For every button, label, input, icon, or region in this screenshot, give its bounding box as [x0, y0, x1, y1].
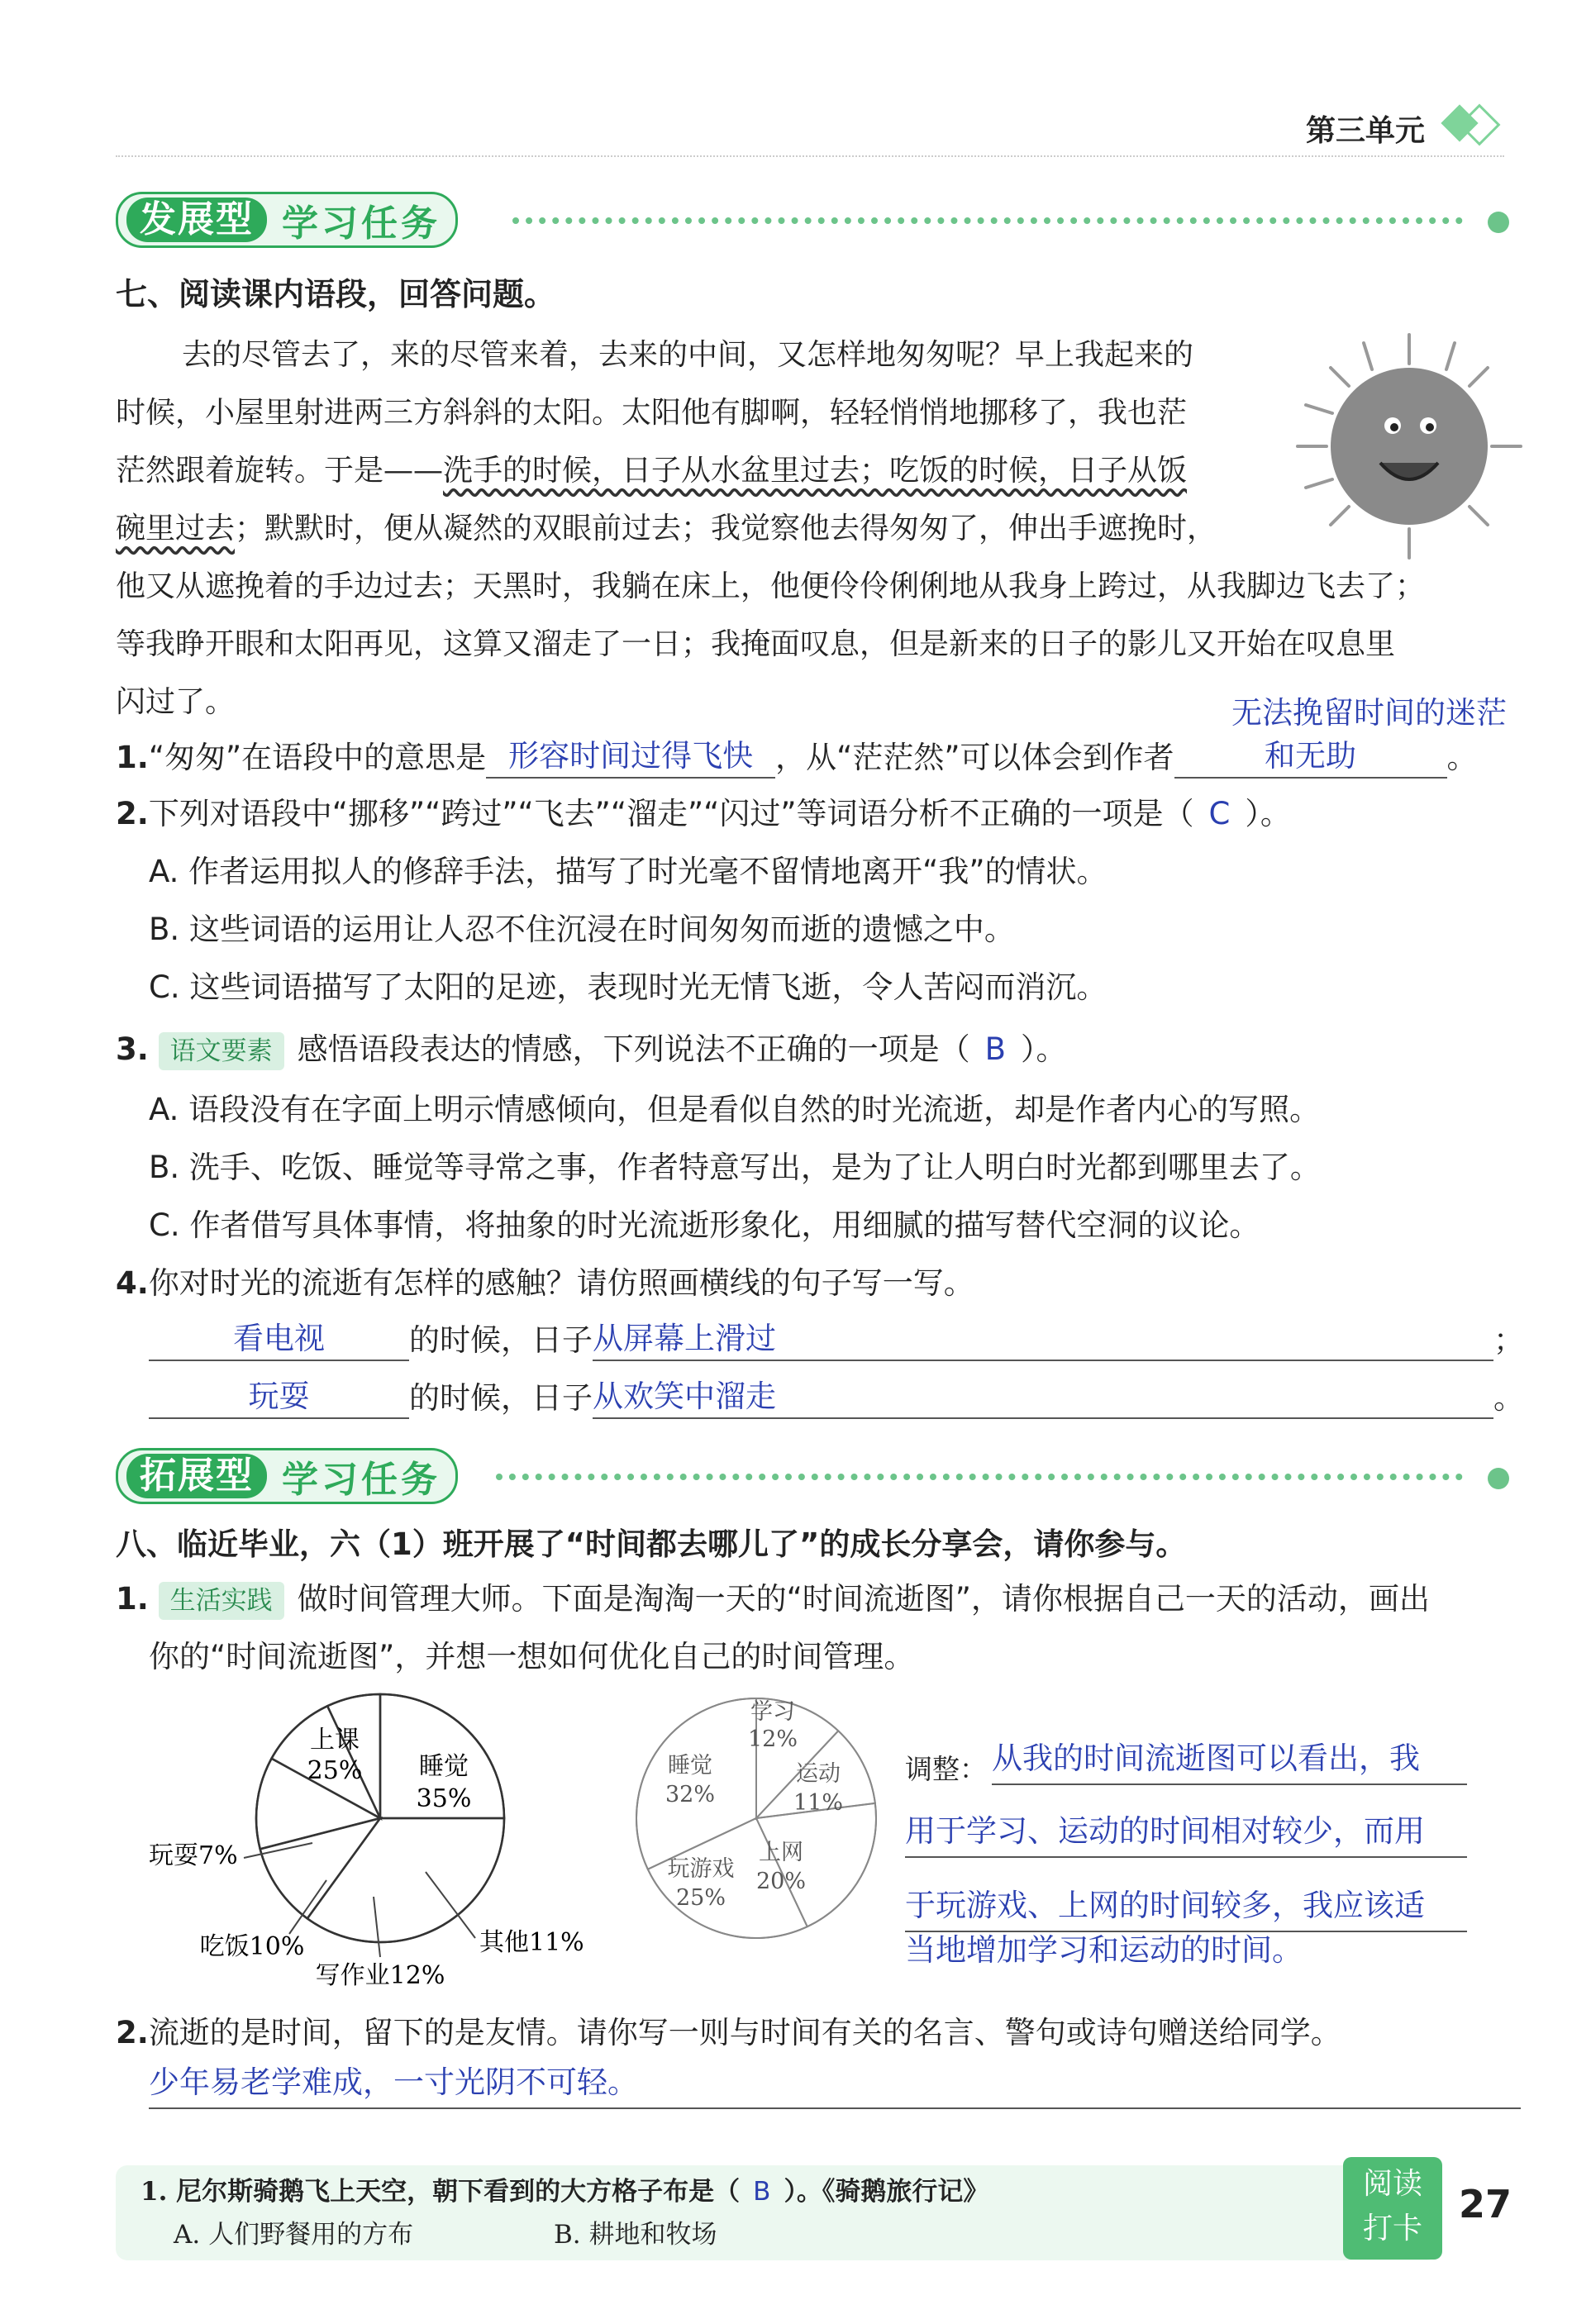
passage-line: 等我睁开眼和太阳再见，这算又溜走了一日；我掩面叹息，但是新来的日子的影儿又开始在叹息里	[116, 627, 1396, 661]
question-7-3	[116, 1029, 1537, 1070]
adjust-line[interactable]: 用于学习、运动的时间相对较少，而用	[905, 1807, 1467, 1858]
footer-question-end: ）。《骑鹅旅行记》	[784, 2177, 989, 2207]
pie2-label: 25%	[675, 1885, 726, 1911]
pie1-label: 25%	[307, 1756, 363, 1785]
question-text: 的时候，日子	[409, 1380, 593, 1416]
answer-choice[interactable]: C	[1208, 796, 1231, 831]
answer-field[interactable]: 从屏幕上滑过	[593, 1318, 1493, 1361]
adjust-label: 调整：	[905, 1753, 987, 1785]
tag-label: 生活实践	[159, 1582, 284, 1620]
pie2-label: 运动	[796, 1761, 841, 1787]
pie2-label: 玩游戏	[667, 1856, 735, 1882]
underlined-sentence: 洗手的时候，日子从水盆里过去；吃饭的时候，日子从饭	[443, 454, 1188, 488]
passage-line: 他又从遮挽着的手边过去；天黑时，我躺在床上，他便伶伶俐俐地从我身上跨过，从我脚边飞去了；	[116, 569, 1426, 603]
banner-dots	[512, 217, 1463, 224]
question-7-1	[116, 736, 1521, 779]
punctuation: ；	[1493, 1322, 1524, 1358]
pie2-label: 学习	[750, 1699, 795, 1725]
section8-banner	[116, 1448, 458, 1504]
option-a[interactable]: A. 语段没有在字面上明示情感倾向，但是看似自然的时光流逝，却是作者内心的写照。	[149, 1092, 1321, 1127]
banner-type: 发展型	[126, 198, 267, 242]
question-number: 3.	[116, 1031, 149, 1067]
imitation-line-2	[149, 1376, 1524, 1419]
pie1-slices	[256, 1694, 504, 1942]
underlined-sentence: 碗里过去	[116, 512, 236, 545]
question-8-2	[116, 2012, 1537, 2054]
question-text: 做时间管理大师。下面是淘淘一天的“时间流逝图”，请你根据自己一天的活动，画出	[297, 1581, 1430, 1617]
footer-option-a[interactable]: A. 人们野餐用的方布	[174, 2220, 414, 2250]
pie-chart-mine	[620, 1686, 893, 1959]
badge-text: 打卡	[1362, 2212, 1422, 2245]
pie1-label: 其他11%	[479, 1928, 584, 1957]
imitation-line-1	[149, 1318, 1524, 1361]
answer-field[interactable]: 看电视	[149, 1318, 409, 1361]
punctuation: 。	[1493, 1380, 1524, 1416]
question-number: 1.	[116, 740, 149, 775]
question-7-2	[116, 793, 1537, 835]
passage-text: 茫然跟着旋转。于是——	[116, 454, 444, 488]
question-8-1-cont: 你的“时间流逝图”，并想一想如何优化自己的时间管理。	[149, 1639, 915, 1674]
answer-choice[interactable]: B	[753, 2177, 771, 2207]
badge-text: 阅读	[1362, 2167, 1422, 2201]
pie2-label: 上网	[759, 1840, 803, 1865]
section8-title: 八、临近毕业，六（1）班开展了“时间都去哪儿了”的成长分享会，请你参与。	[116, 1526, 1187, 1562]
footer-question-text: 1. 尼尔斯骑鹅飞上天空，朝下看到的大方格子布是（	[141, 2177, 741, 2207]
adjust-line[interactable]: 从我的时间流逝图可以看出，我	[992, 1734, 1467, 1785]
pie1-label: 吃饭10%	[199, 1932, 305, 1961]
answer-field[interactable]: 玩耍	[149, 1376, 409, 1419]
tag-label: 语文要素	[159, 1032, 284, 1070]
option-b[interactable]: B. 洗手、吃饭、睡觉等寻常之事，作者特意写出，是为了让人明白时光都到哪里去了。	[149, 1150, 1321, 1185]
passage-line: 时候，小屋里射进两三方斜斜的太阳。太阳他有脚啊，轻轻悄悄地挪移了，我也茫	[116, 396, 1188, 430]
passage-line: 闪过了。	[116, 685, 236, 719]
option-c[interactable]: C. 作者借写具体事情，将抽象的时光流逝形象化，用细腻的描写替代空洞的议论。	[149, 1207, 1260, 1243]
question-text: ，从“茫茫然”可以体会到作者	[775, 740, 1174, 775]
adjust-line[interactable]: 当地增加学习和运动的时间。	[905, 1932, 1303, 1968]
banner-dots	[496, 1474, 1463, 1480]
passage-line: 去的尽管去了，来的尽管来着，去来的中间，又怎样地匆匆呢？早上我起来的	[182, 338, 1194, 372]
question-number: 2.	[116, 796, 149, 831]
question-text: 感悟语段表达的情感，下列说法不正确的一项是（	[297, 1031, 970, 1067]
pie2-label: 32%	[665, 1782, 716, 1807]
pie1-label: 35%	[416, 1784, 472, 1813]
reading-badge	[1343, 2157, 1442, 2260]
header-rule	[116, 155, 1504, 157]
pie1-label: 上课	[310, 1726, 360, 1755]
pie2-label: 20%	[755, 1869, 807, 1894]
leader-line	[374, 1897, 380, 1957]
answer-field[interactable]: 少年易老学难成，一寸光阴不可轻。	[149, 2058, 1521, 2109]
question-number: 1.	[116, 1581, 149, 1617]
banner-title: 学习任务	[282, 1459, 441, 1501]
passage-text: ；默默时，便从凝然的双眼前过去；我觉察他去得匆匆了，伸出手遮挽时，	[235, 512, 1217, 545]
pie2-label: 睡觉	[668, 1753, 712, 1779]
banner-type: 拓展型	[126, 1454, 267, 1498]
question-number: 4.	[116, 1265, 149, 1301]
passage-line	[116, 442, 1521, 500]
pie1-label: 写作业12%	[315, 1961, 445, 1990]
option-a[interactable]: A. 作者运用拟人的修辞手法，描写了时光毫不留情地离开“我”的情状。	[149, 854, 1108, 889]
footer-option-b[interactable]: B. 耕地和牧场	[554, 2220, 717, 2250]
punctuation: ）。	[1020, 1031, 1067, 1067]
question-text: 流逝的是时间，留下的是友情。请你写一则与时间有关的名言、警句或诗句赠送给同学。	[148, 2015, 1341, 2050]
option-b[interactable]: B. 这些词语的运用让人忍不住沉浸在时间匆匆而逝的遗憾之中。	[149, 912, 1015, 947]
question-text: “匆匆”在语段中的意思是	[148, 740, 487, 775]
answer-choice[interactable]: B	[984, 1031, 1006, 1067]
answer-field[interactable]: 形容时间过得飞快	[486, 736, 775, 779]
answer-field[interactable]: 和无助	[1174, 736, 1447, 779]
pie1-label: 玩耍7%	[149, 1841, 238, 1870]
answer-field[interactable]: 从欢笑中溜走	[593, 1376, 1493, 1419]
section7-title: 七、阅读课内语段，回答问题。	[116, 276, 556, 312]
pie-chart-taotao	[141, 1686, 620, 2008]
question-text: 你对时光的流逝有怎样的感触？请仿照画横线的句子写一写。	[148, 1265, 974, 1301]
question-7-4	[116, 1263, 974, 1304]
pie2-label: 11%	[793, 1790, 844, 1816]
pie2-label: 12%	[747, 1726, 798, 1752]
question-text: 下列对语段中“挪移”“跨过”“飞去”“溜走”“闪过”等词语分析不正确的一项是（	[148, 796, 1194, 831]
banner-title: 学习任务	[282, 202, 441, 245]
question-text: 的时候，日子	[409, 1322, 593, 1358]
question-8-1	[116, 1579, 1537, 1620]
passage-line	[116, 500, 1521, 558]
passage	[116, 326, 1521, 731]
page-number: 27	[1459, 2182, 1512, 2226]
option-c[interactable]: C. 这些词语描写了太阳的足迹，表现时光无情飞逝，令人苦闷而消沉。	[149, 969, 1108, 1005]
question-number: 2.	[116, 2015, 149, 2050]
section7-banner	[116, 192, 458, 248]
answer-handwritten: 无法挽留时间的迷茫	[1231, 695, 1507, 731]
pie1-label: 睡觉	[419, 1752, 469, 1781]
pie-slice-睡觉	[307, 1818, 504, 1942]
banner-dot-end	[1488, 1468, 1509, 1489]
banner-dot-end	[1488, 212, 1509, 233]
adjust-line[interactable]: 于玩游戏、上网的时间较多，我应该适	[905, 1881, 1467, 1932]
punctuation: 。	[1446, 740, 1478, 775]
unit-header: 第三单元	[1306, 114, 1426, 148]
punctuation: ）。	[1245, 796, 1291, 831]
footer-question	[141, 2170, 988, 2207]
